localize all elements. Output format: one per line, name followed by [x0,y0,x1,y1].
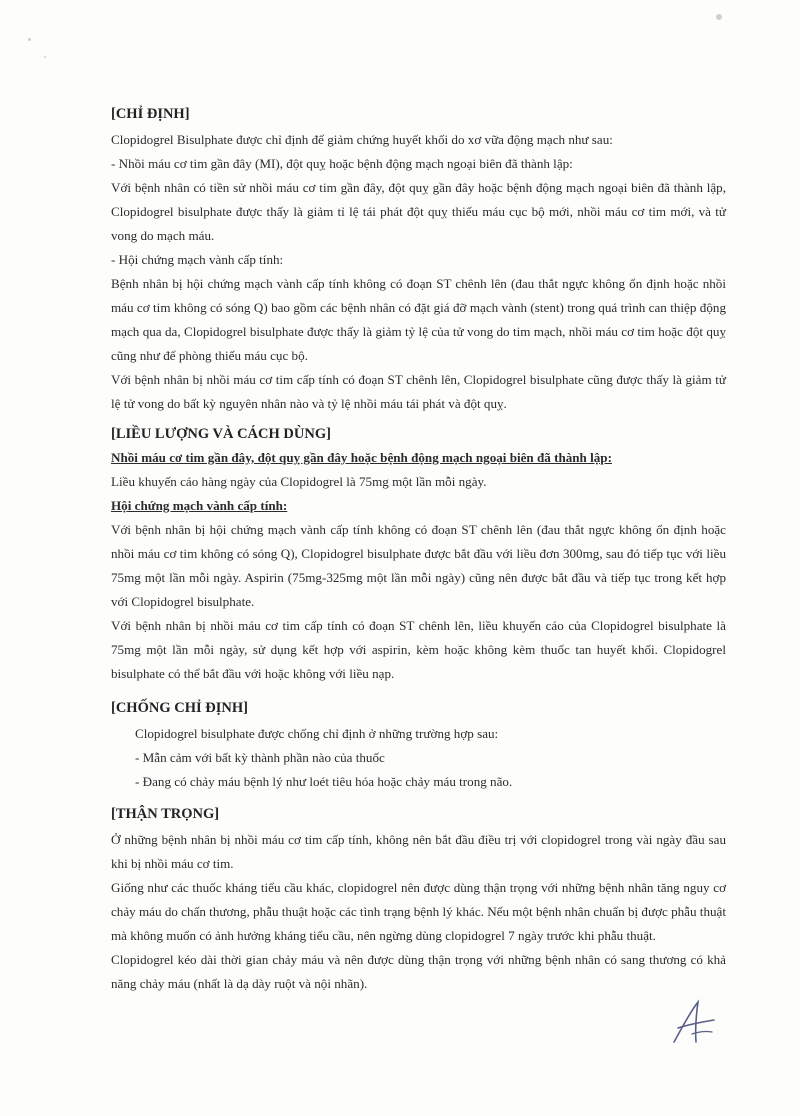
subheading: Nhồi máu cơ tim gần đây, đột quỵ gần đây hoặc bệnh động mạch ngoại biên đã thành lập: [111,450,612,465]
section-chong-chi-dinh [111,698,726,794]
paragraph: Clopidogrel bisulphate được chống chỉ định ở những trường hợp sau: [135,726,499,741]
list-item: - Mẫn cảm với bất kỳ thành phần nào của thuốc [135,750,385,765]
paragraph: Liều khuyến cáo hàng ngày của Clopidogrel là 75mg một lần mỗi ngày. [111,474,487,489]
section-than-trong [111,804,726,996]
scan-speck [44,56,46,58]
paragraph: Ở những bệnh nhân bị nhồi máu cơ tim cấp tính, không nên bắt đầu điều trị với clopidogrel trong vài ngày đầu sau khi bị nhồi máu cơ tim. [111,832,726,871]
paragraph: Giống như các thuốc kháng tiểu cầu khác, clopidogrel nên được dùng thận trọng với những bệnh nhân tăng nguy cơ chảy máu do chấn thương, phẫu thuật hoặc các tình trạng bệnh lý khác. Nếu một bệnh nhân chuẩn bị được phẫu thuật mà không muốn có ảnh hưởng kháng tiểu cầu, nên ngừng dùng clopidogrel 7 ngày trước khi phẫu thuật. [111,880,726,943]
paragraph: Với bệnh nhân bị nhồi máu cơ tim cấp tính có đoạn ST chênh lên, liều khuyến cáo của Clopidogrel bisulphate là 75mg một lần mỗi ngày, sử dụng kết hợp với aspirin, kèm hoặc không kèm thuốc tan huyết khối. Clopidogrel bisulphate có thể bắt đầu với hoặc không với liều nạp. [111,618,726,681]
list-item: - Đang có chảy máu bệnh lý như loét tiêu hóa hoặc chảy máu trong não. [135,774,513,789]
paragraph: Với bệnh nhân bị nhồi máu cơ tim cấp tính có đoạn ST chênh lên, Clopidogrel bisulphate cũng được thấy là giảm tử lệ tử vong do bất kỳ nguyên nhân nào và tỷ lệ nhồi máu tái phát và đột quỵ. [111,372,726,411]
section-heading-chong-chi-dinh: [CHỐNG CHỈ ĐỊNH] [111,700,248,716]
section-heading-chi-dinh: [CHỈ ĐỊNH] [111,106,190,122]
paragraph: Với bệnh nhân bị hội chứng mạch vành cấp tính không có đoạn ST chênh lên (đau thắt ngực không ổn định hoặc nhồi máu cơ tim không có sóng Q), Clopidogrel bisulphate được bắt đầu với liều đơn 300mg, sau đó tiếp tục với liều 75mg một lần mỗi ngày. Aspirin (75mg-325mg một lần mỗi ngày) cũng nên được bắt đầu và tiếp tục trong kết hợp với Clopidogrel bisulphate. [111,522,726,609]
section-lieu-luong [111,424,726,686]
section-heading-lieu-luong: [LIỀU LƯỢNG VÀ CÁCH DÙNG] [111,426,331,442]
paragraph: Bệnh nhân bị hội chứng mạch vành cấp tính không có đoạn ST chênh lên (đau thắt ngực không ổn định hoặc nhồi máu cơ tim không có sóng Q) bao gồm các bệnh nhân có đặt giá đỡ mạch vành (stent) trong quá trình can thiệp động mạch qua da, Clopidogrel bisulphate được thấy là giảm tỷ lệ của tử vong do tim mạch, nhồi máu cơ tim hoặc đột quỵ cũng như để phòng thiếu máu cục bộ. [111,276,726,363]
section-heading-than-trong: [THẬN TRỌNG] [111,806,220,822]
subheading: Hội chứng mạch vành cấp tính: [111,498,288,513]
paragraph: - Hội chứng mạch vành cấp tính: [111,252,284,267]
paragraph: Clopidogrel kéo dài thời gian chảy máu và nên được dùng thận trọng với những bệnh nhân có sang thương có khả năng chảy máu (nhất là dạ dày ruột và nội nhãn). [111,952,726,991]
paragraph: Clopidogrel Bisulphate được chỉ định để giảm chứng huyết khối do xơ vữa động mạch như sau: [111,132,613,147]
section-chi-dinh [111,104,726,416]
signature-mark [668,998,720,1048]
scan-speck [716,14,722,20]
paragraph: - Nhồi máu cơ tim gần đây (MI), đột quỵ hoặc bệnh động mạch ngoại biên đã thành lập: [111,156,573,171]
paragraph: Với bệnh nhân có tiền sử nhồi máu cơ tim gần đây, đột quỵ gần đây hoặc bệnh động mạch ngoại biên đã thành lập, Clopidogrel bisulphate được thấy là giảm tỉ lệ tái phát đột quỵ thiếu máu cục bộ mới, nhồi máu cơ tim mới, và tử vong do mạch máu. [111,180,726,243]
scan-speck [28,38,31,41]
